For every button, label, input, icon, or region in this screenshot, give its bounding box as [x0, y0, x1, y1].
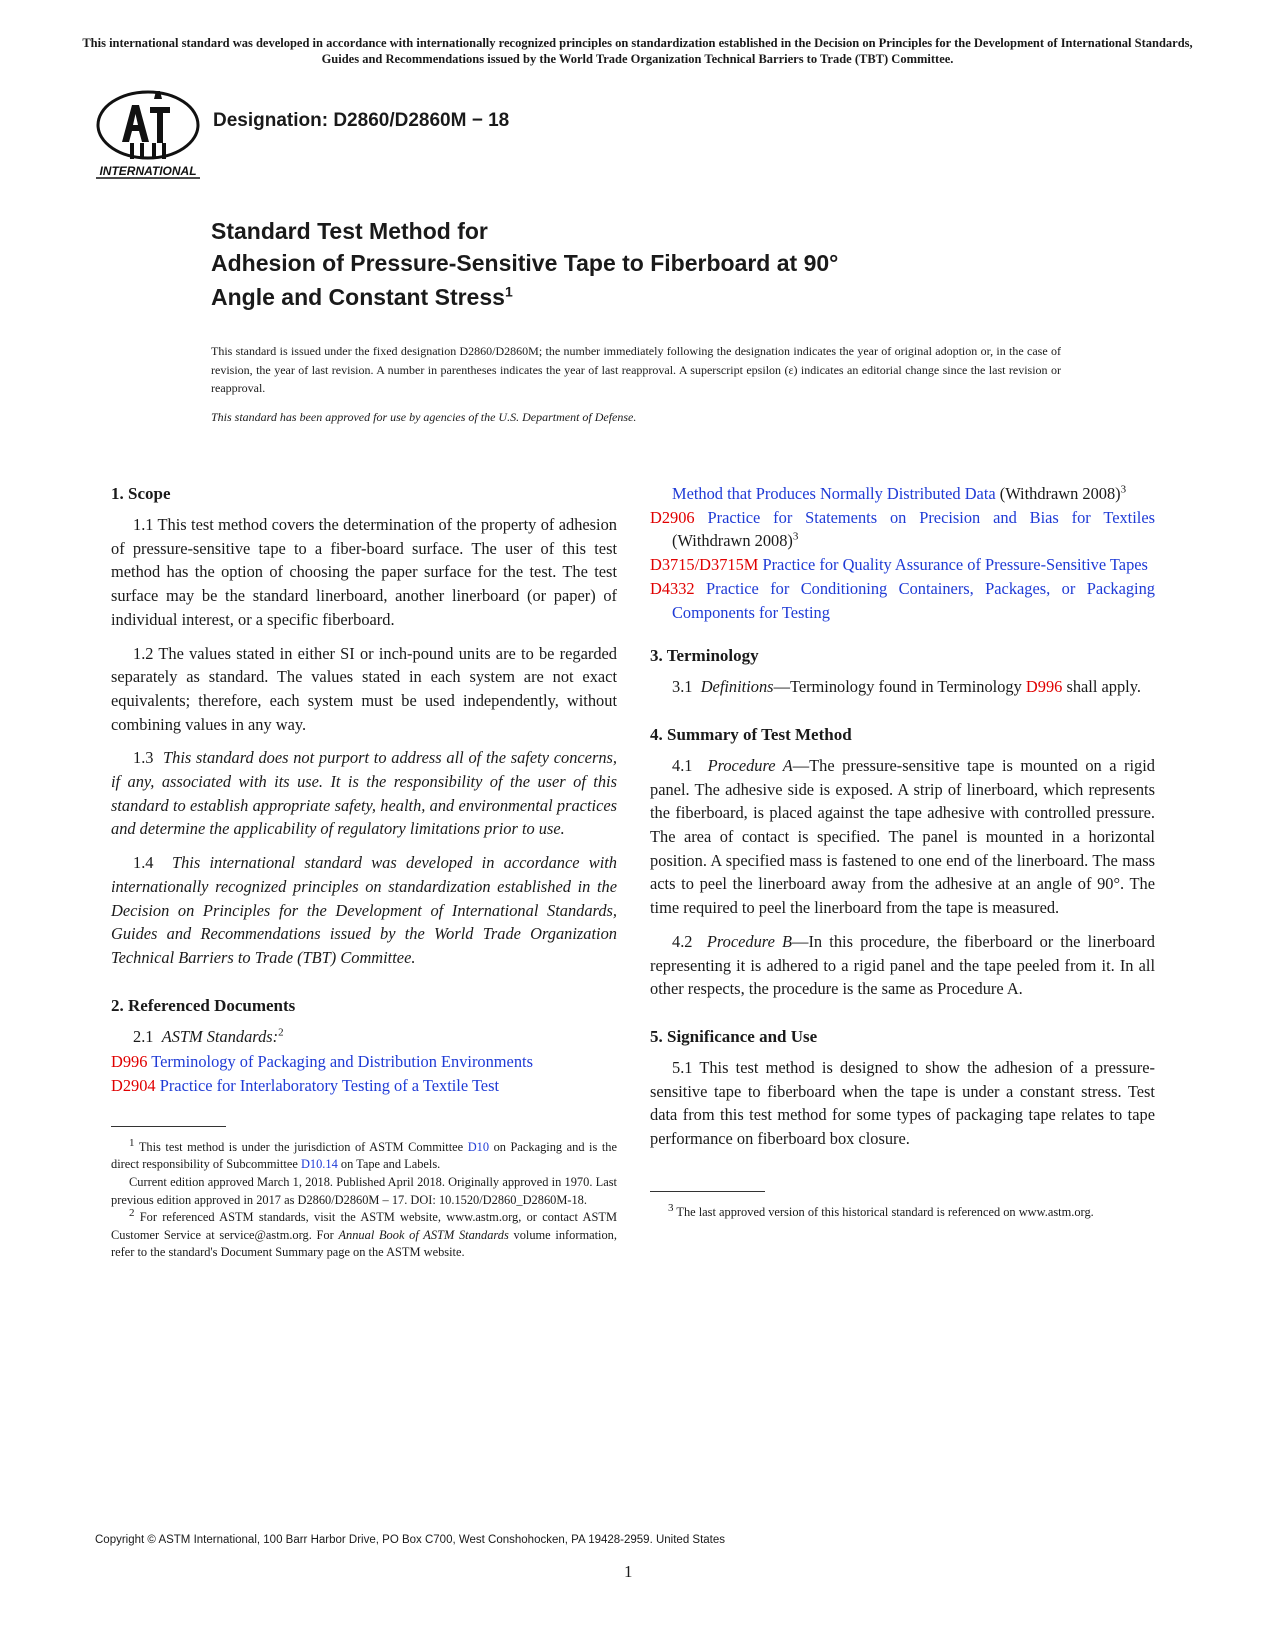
para-1-4 — [111, 851, 617, 970]
para-1-4-num: 1.4 — [133, 853, 154, 873]
para-4-1-num: 4.1 — [672, 755, 693, 775]
ref-title-d2906[interactable]: Practice for Statements on Precision and Bias for Textiles — [707, 507, 1156, 527]
para-2-1 — [111, 1025, 617, 1049]
ref-d2906-withdrawn: (Withdrawn 2008) — [672, 531, 793, 551]
footnote-2-italic: Annual Book of ASTM Standards — [338, 1227, 509, 1242]
ref-title-d996[interactable]: Terminology of Packaging and Distribution Environments — [151, 1052, 533, 1072]
dod-approval: This standard has been approved for use by agencies of the U.S. Department of Defense. — [211, 410, 637, 424]
para-3-1 — [650, 675, 1155, 699]
para-3-1-tail: shall apply. — [1062, 677, 1141, 697]
footnote-2-mark: 2 — [129, 1207, 135, 1220]
ref-d2906 — [650, 506, 1155, 553]
para-4-1 — [650, 754, 1155, 920]
footnote-mark-2: 2 — [278, 1026, 284, 1039]
para-4-2-num: 4.2 — [672, 931, 693, 951]
ref-code-d2904[interactable]: D2904 — [111, 1076, 156, 1096]
footnote-2-text-a: For referenced ASTM standards, visit the ASTM website, www.astm.org, or contact ASTM Customer Service at service@astm.org. For — [111, 1210, 617, 1242]
footnotes-left — [111, 1136, 617, 1262]
para-4-2-label: Procedure B — [706, 931, 793, 951]
para-1-2: 1.2 The values stated in either SI or inch-pound units are to be regarded separately as standard. The values stated in each system are not exact equivalents; therefore, each system must be used independently, without combining values in any way. — [111, 643, 617, 734]
para-3-1-num: 3.1 — [672, 677, 693, 697]
para-5-1: 5.1 This test method is designed to show the adhesion of a pressure-sensitive tape to fiberboard when the tape is under a constant stress. Test data from this test method for some types of packaging tape relates to tape performance on fiberboard box closure. — [650, 1057, 1155, 1149]
ref-d2904-continued — [650, 482, 1155, 506]
footnotes-right — [650, 1201, 1155, 1222]
ref-title-d4332[interactable]: Practice for Conditioning Containers, Packages, or Packaging Components for Testing — [672, 578, 1155, 622]
ref-d2904 — [111, 1074, 617, 1098]
logo-wordmark: INTERNATIONAL — [99, 164, 197, 178]
section-heading-significance: 5. Significance and Use — [650, 1026, 818, 1046]
footnote-1-text-b: on Packaging and is the direct responsibility of Subcommittee — [111, 1139, 617, 1172]
footnote-1-mark: 1 — [129, 1136, 135, 1149]
section-heading-referenced: 2. Referenced Documents — [111, 995, 296, 1015]
footnote-rule-right — [650, 1191, 765, 1192]
designation: Designation: D2860/D2860M − 18 — [213, 110, 510, 131]
ref-code-d3715[interactable]: D3715/D3715M — [650, 555, 759, 575]
subcommittee-d10-14-link[interactable]: D10.14 — [300, 1157, 338, 1172]
para-4-2 — [650, 930, 1155, 1001]
astm-logo — [92, 87, 204, 179]
right-column — [650, 482, 1155, 1221]
standards-notice: This international standard was developed in accordance with internationally recognized principles on standardization established in the Decision on Principles for the Development of International Standards, Guides and Recommendations issued by the World Trade Organization Technical Barriers to Trade (TBT) Committee. — [82, 36, 1193, 66]
ref-title-d2904-part2[interactable]: Method that Produces Normally Distributed Data — [672, 484, 996, 503]
issued-statement: This standard is issued under the fixed designation D2860/D2860M; the number immediately following the designation indicates the year of original adoption or, in the case of revision, the year of last revision. A number in parentheses indicates the year of last reapproval. A superscript epsilon (ε) indicates an editorial change since the last revision or reapproval. — [211, 344, 1061, 395]
para-4-1-label: Procedure A — [707, 755, 793, 775]
title-line-3-text: Angle and Constant Stress — [211, 284, 505, 310]
ref-d3715 — [650, 553, 1155, 577]
footnote-3-text: The last approved version of this historical standard is referenced on www.astm.org. — [676, 1204, 1094, 1219]
section-heading-scope: 1. Scope — [111, 484, 171, 503]
footnote-mark-3b: 3 — [792, 530, 799, 543]
para-1-3-text: This standard does not purport to address all of the safety concerns, if any, associated with its use. It is the responsibility of the user of this standard to establish appropriate safety, health, and environmental practices and determine the applicability of regulatory limitations prior to use. — [111, 748, 617, 839]
title-block — [211, 216, 1111, 314]
para-2-1-num: 2.1 — [133, 1026, 154, 1046]
footnote-3-mark: 3 — [668, 1201, 674, 1214]
ref-d4332 — [650, 577, 1155, 624]
footnote-3 — [650, 1201, 1155, 1222]
ref-d996 — [111, 1050, 617, 1074]
footnote-1-text-a: This test method is under the jurisdiction of ASTM Committee — [138, 1139, 468, 1154]
ref-d2904-withdrawn: (Withdrawn 2008) — [995, 484, 1121, 503]
footnote-1-text-c: on Tape and Labels. — [337, 1157, 441, 1172]
ref-code-d4332[interactable]: D4332 — [650, 578, 695, 598]
footnote-2 — [111, 1209, 617, 1262]
footnote-1 — [111, 1136, 617, 1174]
para-2-1-label: ASTM Standards: — [161, 1026, 279, 1046]
para-1-1: 1.1 This test method covers the determination of the property of adhesion of pressure-sensitive tape to a fiber-board surface. The user of this test method has the option of choosing the paper surface for the test. The test surface may be the standard linerboard, another linerboard (or paper) of individual interest, or a specific fiberboard. — [111, 515, 617, 629]
terminology-d996-link[interactable]: D996 — [1025, 677, 1063, 697]
footnote-rule — [111, 1126, 226, 1127]
para-4-1-text: —The pressure-sensitive tape is mounted on a rigid panel. The adhesive side is exposed. A strip of linerboard, which represents the fiberboard, is placed against the tape adhesive with controlled pressure. The area of contact is specified. The panel is mounted in a horizontal position. A specified mass is fastened to one end of the linerboard. The mass acts to peel the linerboard away from the adhesive at an angle of 90°. The time required to peel the linerboard from the tape is measured. — [650, 755, 1156, 918]
ref-code-d2906[interactable]: D2906 — [650, 507, 695, 527]
ref-code-d996[interactable]: D996 — [111, 1052, 148, 1072]
para-4-2-text: —In this procedure, the fiberboard or the linerboard representing it is adhered to a rigid panel and the tape peeled from it. In all other respects, the procedure is the same as Procedure A. — [650, 931, 1155, 999]
left-column — [111, 482, 617, 1262]
footnote-mark-3a: 3 — [1120, 483, 1127, 496]
title-line-1: Standard Test Method for — [211, 218, 488, 244]
para-1-3 — [111, 746, 617, 841]
committee-d10-link[interactable]: D10 — [467, 1139, 490, 1154]
section-heading-summary: 4. Summary of Test Method — [650, 724, 852, 744]
page-number: 1 — [624, 1562, 633, 1581]
title-line-2: Adhesion of Pressure-Sensitive Tape to Fiberboard at 90° — [211, 250, 839, 276]
para-3-1-text: —Terminology found in Terminology — [773, 677, 1026, 697]
copyright-footer: Copyright © ASTM International, 100 Barr Harbor Drive, PO Box C700, West Conshohocken, PA 19428-2959. United States — [95, 1534, 726, 1546]
title-footnote-mark: 1 — [504, 283, 513, 300]
para-1-4-text: This international standard was developed in accordance with internationally recognized principles on standardization established in the Decision on Principles for the Development of International Standards, Guides and Recommendations issued by the World Trade Organization Technical Barriers to Trade (TBT) Committee. — [111, 853, 617, 967]
title-line-3 — [211, 280, 1111, 314]
para-1-3-num: 1.3 — [133, 748, 154, 768]
ref-title-d2904-part1[interactable]: Practice for Interlaboratory Testing of a Textile Test — [159, 1076, 500, 1096]
footnote-1-edition: Current edition approved March 1, 2018. Published April 2018. Originally approved in 1970. Last previous edition approved in 2017 as D2860/D2860M – 17. DOI: 10.1520/D2860_D2860M-18. — [111, 1174, 617, 1207]
section-heading-terminology: 3. Terminology — [650, 646, 759, 666]
ref-title-d3715[interactable]: Practice for Quality Assurance of Pressure-Sensitive Tapes — [762, 555, 1148, 575]
para-3-1-label: Definitions — [700, 677, 774, 697]
footnote-2-text-b: volume information, refer to the standard's Document Summary page on the ASTM website. — [111, 1227, 617, 1260]
